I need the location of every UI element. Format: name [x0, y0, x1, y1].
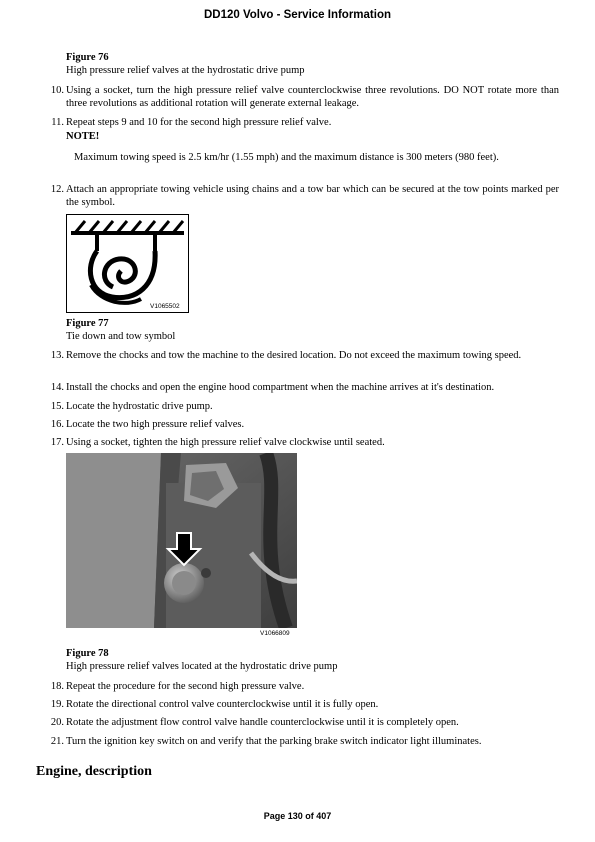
step-number: 13.	[50, 350, 64, 361]
step-text: Rotate the directional control valve counterclockwise until it is fully open.	[66, 699, 379, 710]
step-number: 10.	[50, 85, 64, 96]
list-item	[42, 183, 559, 209]
list-item	[42, 716, 559, 729]
section-heading: Engine, description	[36, 764, 152, 779]
step-number: 18.	[50, 681, 64, 692]
list-item	[42, 349, 559, 362]
step-number: 15.	[50, 401, 64, 412]
list-item	[42, 418, 559, 431]
step-number: 14.	[50, 382, 64, 393]
step-text: Attach an appropriate towing vehicle using chains and a tow bar which can be secured at the tow points marked per the symbol.	[66, 184, 559, 208]
step-number: 11.	[51, 117, 64, 128]
step-text: Rotate the adjustment flow control valve handle counterclockwise until it is completely open.	[66, 717, 459, 728]
note-text: Maximum towing speed is 2.5 km/hr (1.55 mph) and the maximum distance is 300 meters (980 feet).	[74, 152, 499, 163]
figure-76-caption: High pressure relief valves at the hydrostatic drive pump	[66, 65, 305, 76]
step-text: Install the chocks and open the engine hood compartment when the machine arrives at it's destination.	[66, 382, 495, 393]
figure-code: V1066809	[260, 630, 290, 637]
figure-78-title: Figure 78	[66, 648, 109, 659]
list-item	[42, 436, 559, 449]
tie-down-tow-symbol-figure	[66, 214, 189, 313]
step-number: 16.	[50, 419, 64, 430]
step-text: Using a socket, turn the high pressure relief valve counterclockwise three revolutions. DO NOT rotate more than three revolutions as additional rotation will generate external leakage.	[66, 85, 559, 109]
page-header: DD120 Volvo - Service Information	[203, 9, 392, 21]
list-item	[42, 680, 559, 693]
tie-down-hook-icon	[67, 215, 188, 312]
list-item	[42, 698, 559, 711]
step-text: Repeat steps 9 and 10 for the second high pressure relief valve.	[66, 117, 332, 128]
step-number: 12.	[50, 184, 64, 195]
list-item	[42, 84, 559, 110]
step-number: 20.	[50, 717, 64, 728]
list-item	[42, 116, 559, 129]
step-number: 17.	[50, 437, 64, 448]
step-text: Locate the two high pressure relief valves.	[66, 419, 245, 430]
figure-78-caption: High pressure relief valves located at the hydrostatic drive pump	[66, 661, 338, 672]
figure-76-title: Figure 76	[66, 52, 109, 63]
note-heading: NOTE!	[66, 131, 100, 142]
step-text: Locate the hydrostatic drive pump.	[66, 401, 213, 412]
step-number: 19.	[50, 699, 64, 710]
step-text: Repeat the procedure for the second high pressure valve.	[66, 681, 305, 692]
step-text: Using a socket, tighten the high pressure relief valve clockwise until seated.	[66, 437, 385, 448]
figure-code: V1065502	[150, 303, 180, 310]
relief-valve-photo-image	[66, 453, 297, 642]
figure-77-caption: Tie down and tow symbol	[66, 331, 176, 342]
list-item	[42, 381, 559, 394]
figure-77-title: Figure 77	[66, 318, 109, 329]
step-number: 21.	[50, 736, 64, 747]
page-footer: Page 130 of 407	[263, 811, 332, 821]
list-item	[42, 735, 559, 748]
list-item	[42, 400, 559, 413]
step-text: Turn the ignition key switch on and verify that the parking brake switch indicator light illuminates.	[66, 736, 482, 747]
relief-valve-photo	[66, 453, 297, 642]
step-text: Remove the chocks and tow the machine to the desired location. Do not exceed the maximum towing speed.	[66, 350, 522, 361]
